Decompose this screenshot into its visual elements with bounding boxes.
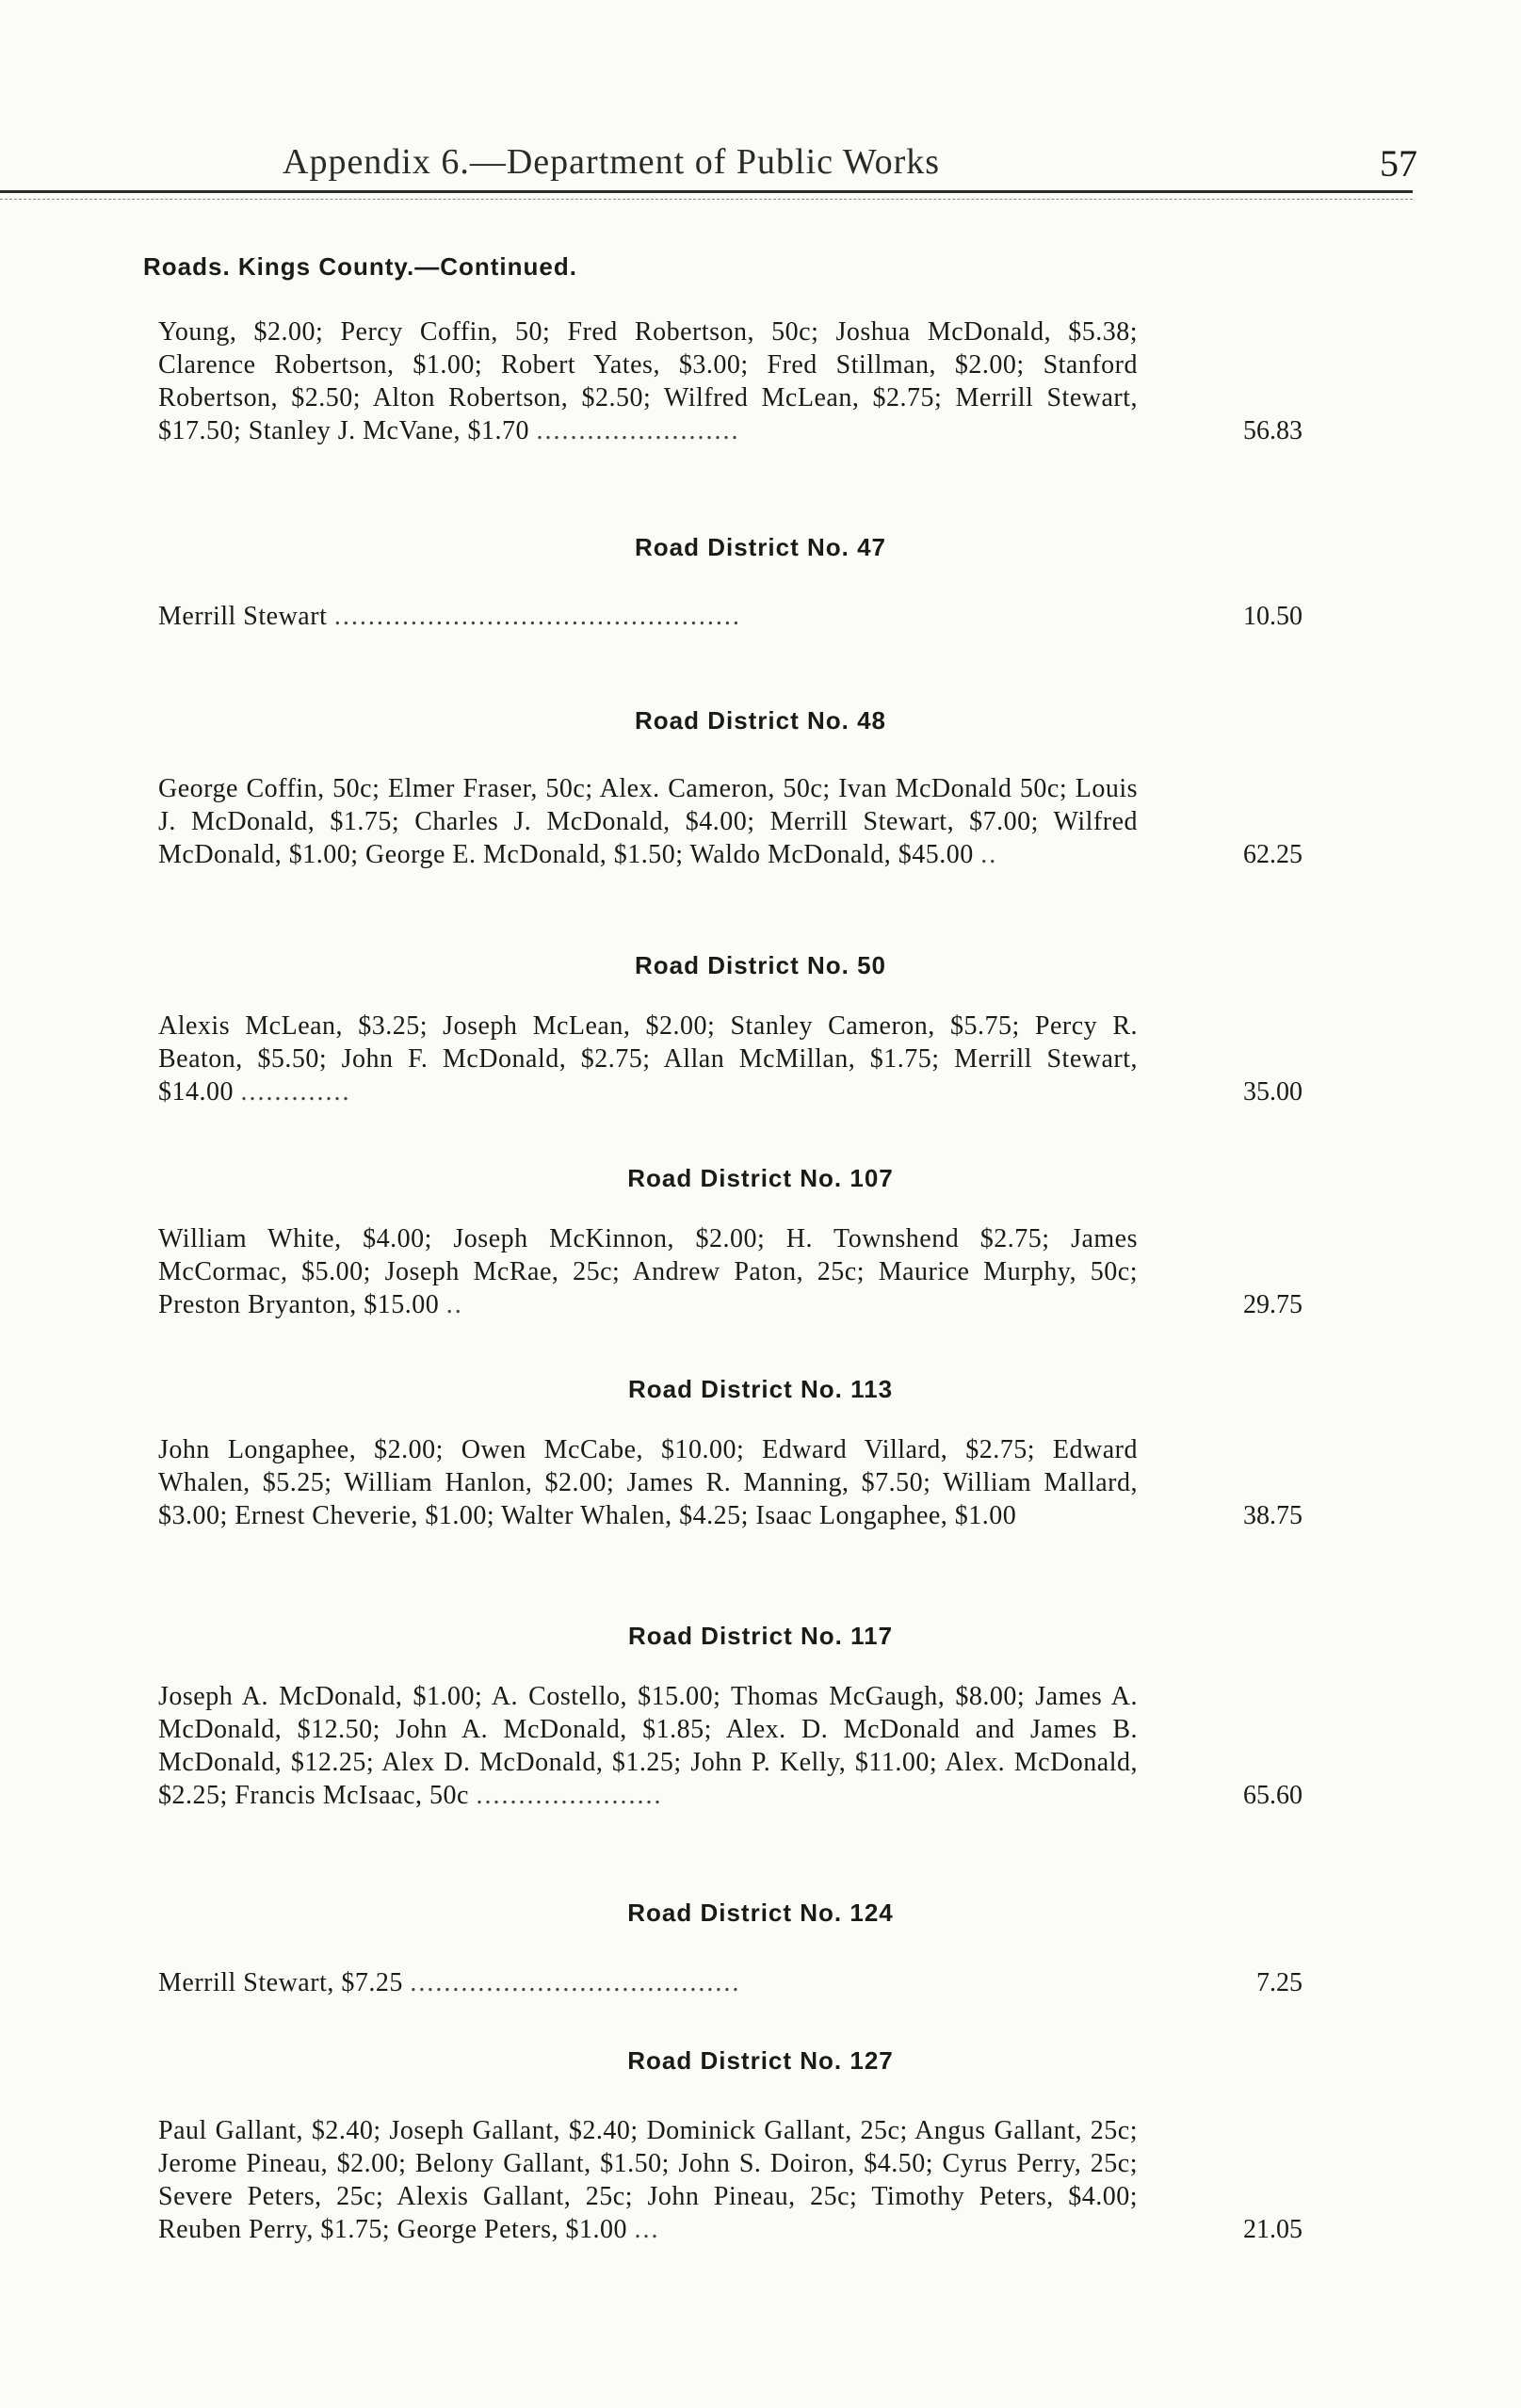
entry-text: George Coffin, 50c; Elmer Fraser, 50c; Alex. Cameron, 50c; Ivan McDonald 50c; Louis J. McDonald, $1.75; Charles J. McDonald, $4.00; Merrill Stewart, $7.00; Wilfred McDonald, $1.00; George E. McDonald, $1.50; Waldo McDonald, $45.00 bbox=[158, 774, 1138, 869]
district-heading-117: Road District No. 117 bbox=[627, 1622, 894, 1650]
entry-district-117 bbox=[158, 1680, 1303, 1812]
entry-amount: 35.00 bbox=[1243, 1077, 1303, 1107]
district-heading-113: Road District No. 113 bbox=[627, 1375, 894, 1403]
entry-district-48 bbox=[158, 772, 1303, 871]
header-title: Appendix 6.—Department of Public Works bbox=[283, 142, 941, 182]
page-number: 57 bbox=[1380, 142, 1417, 185]
district-heading-107: Road District No. 107 bbox=[627, 1164, 894, 1192]
dot-leaders: ...................... bbox=[476, 1781, 663, 1810]
entry-amount: 29.75 bbox=[1243, 1290, 1303, 1319]
entry-district-107 bbox=[158, 1222, 1303, 1321]
dot-leaders: .. bbox=[445, 1290, 463, 1319]
district-heading-124: Road District No. 124 bbox=[627, 1899, 894, 1927]
dot-leaders: ........................ bbox=[536, 416, 740, 445]
entry-district-127 bbox=[158, 2114, 1303, 2246]
dot-leaders: ............. bbox=[240, 1077, 351, 1107]
dot-leaders: .. bbox=[980, 840, 998, 869]
entry-amount: 62.25 bbox=[1243, 840, 1303, 869]
entry-district-47 bbox=[158, 600, 1303, 633]
entry-text: Alexis McLean, $3.25; Joseph McLean, $2.00; Stanley Cameron, $5.75; Percy R. Beaton, $5.50; John F. McDonald, $2.75; Allan McMillan, $1.75; Merrill Stewart, $14.00 bbox=[158, 1011, 1138, 1107]
page-header bbox=[283, 141, 1417, 198]
district-heading-50: Road District No. 50 bbox=[634, 951, 887, 979]
entry-amount: 65.60 bbox=[1243, 1781, 1303, 1810]
district-heading-127: Road District No. 127 bbox=[627, 2046, 894, 2075]
entry-text: Merrill Stewart bbox=[158, 602, 328, 631]
header-rule bbox=[0, 190, 1413, 193]
dot-leaders: ................................................ bbox=[333, 602, 741, 631]
entry-text: Merrill Stewart, $7.25 bbox=[158, 1968, 403, 1997]
entry-amount: 7.25 bbox=[1256, 1968, 1303, 1997]
entry-text: Paul Gallant, $2.40; Joseph Gallant, $2.40; Dominick Gallant, 25c; Angus Gallant, 25c; Jerome Pineau, $2.00; Belony Gallant, $1.50; John S. Doiron, $4.50; Cyrus Perry, 25c; Severe Peters, 25c; Alexis Gallant, 25c; John Pineau, 25c; Timothy Peters, $4.00; Reuben Perry, $1.75; George Peters, $1.00 bbox=[158, 2116, 1138, 2244]
district-heading-48: Road District No. 48 bbox=[634, 706, 887, 735]
entry-amount: 21.05 bbox=[1243, 2215, 1303, 2244]
entry-amount: 10.50 bbox=[1243, 602, 1303, 631]
entry-district-50 bbox=[158, 1010, 1303, 1108]
entry-amount: 38.75 bbox=[1243, 1501, 1303, 1530]
section-title: Roads. Kings County.—Continued. bbox=[143, 252, 577, 281]
dot-leaders: ....................................... bbox=[410, 1968, 741, 1997]
header-rule-dashed bbox=[0, 199, 1413, 200]
entry-district-113 bbox=[158, 1433, 1303, 1532]
entry-text: William White, $4.00; Joseph McKinnon, $2.00; H. Townshend $2.75; James McCormac, $5.00; Joseph McRae, 25c; Andrew Paton, 25c; Maurice Murphy, 50c; Preston Bryanton, $15.00 bbox=[158, 1224, 1138, 1319]
district-heading-47: Road District No. 47 bbox=[634, 533, 887, 561]
entry-text: Joseph A. McDonald, $1.00; A. Costello, $15.00; Thomas McGaugh, $8.00; James A. McDonald, $12.50; John A. McDonald, $1.85; Alex. D. McDonald and James B. McDonald, $12.25; Alex D. McDonald, $1.25; John P. Kelly, $11.00; Alex. McDonald, $2.25; Francis McIsaac, 50c bbox=[158, 1682, 1138, 1810]
entry-text: John Longaphee, $2.00; Owen McCabe, $10.00; Edward Villard, $2.75; Edward Whalen, $5.25; William Hanlon, $2.00; James R. Manning, $7.50; William Mallard, $3.00; Ernest Cheverie, $1.00; Walter Whalen, $4.25; Isaac Longaphee, $1.00 bbox=[158, 1435, 1138, 1530]
entry-continued bbox=[158, 315, 1303, 447]
dot-leaders: ... bbox=[634, 2215, 660, 2244]
entry-amount: 56.83 bbox=[1243, 416, 1303, 445]
entry-district-124 bbox=[158, 1966, 1303, 1999]
entry-text: Young, $2.00; Percy Coffin, 50; Fred Robertson, 50c; Joshua McDonald, $5.38; Clarence Robertson, $1.00; Robert Yates, $3.00; Fred Stillman, $2.00; Stanford Robertson, $2.50; Alton Robertson, $2.50; Wilfred McLean, $2.75; Merrill Stewart, $17.50; Stanley J. McVane, $1.70 bbox=[158, 317, 1138, 445]
